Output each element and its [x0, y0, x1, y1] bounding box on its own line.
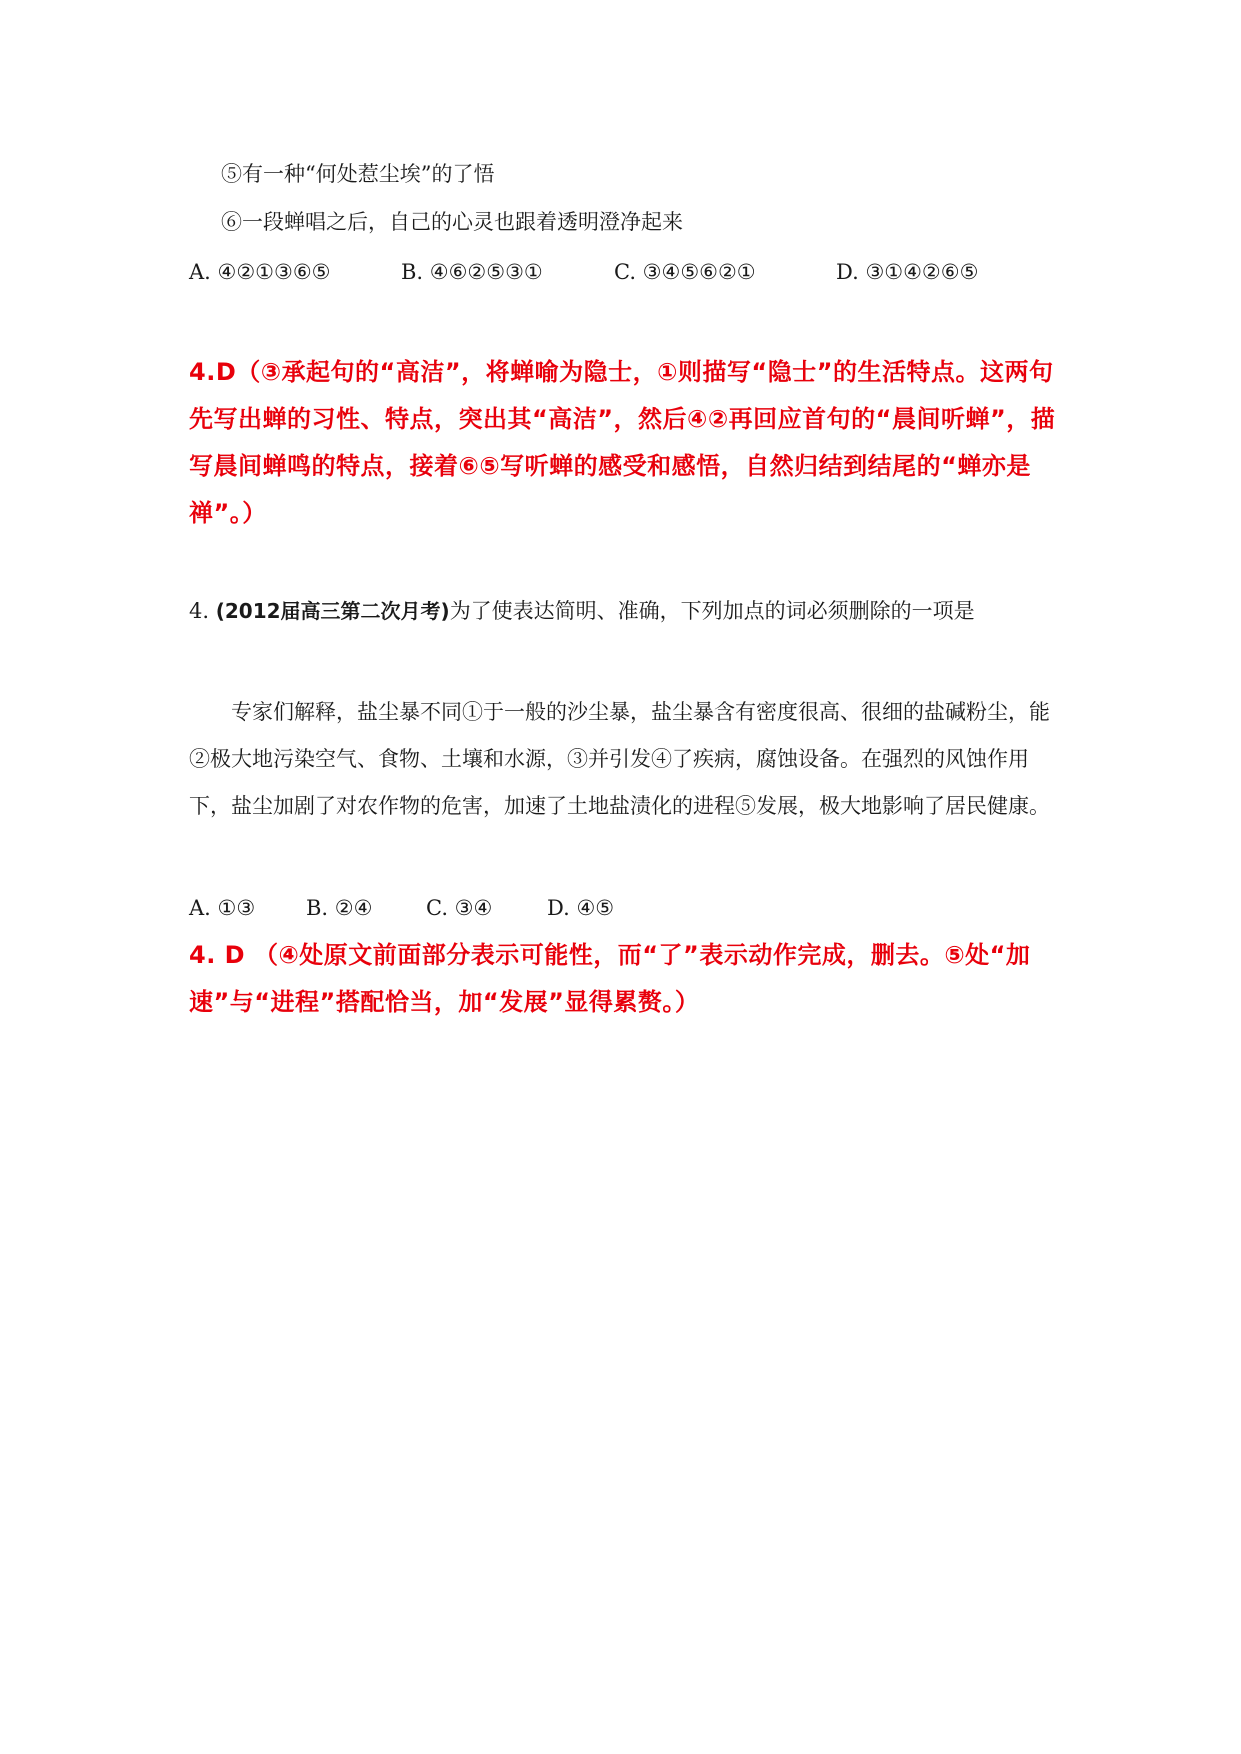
q4-option-c: C. ③④ — [426, 896, 493, 920]
q4-answer-explanation: 4. D （④处原文前面部分表示可能性，而“了”表示动作完成，删去。⑤处“加速”与“进程”搭配恰当，加“发展”显得累赘。） — [189, 941, 1031, 1016]
q4-passage: 专家们解释，盐尘暴不同①于一般的沙尘暴，盐尘暴含有密度很高、很细的盐碱粉尘，能②极大地污染空气、食物、土壤和水源，③并引发④了疾病，腐蚀设备。在强烈的风蚀作用下，盐尘加剧了对农作物的危害，加速了土地盐渍化的进程⑤发展，极大地影响了居民健康。 — [189, 700, 1050, 818]
q4-option-b: B. ②④ — [306, 896, 373, 920]
q3-item-5: ⑤有一种“何处惹尘埃”的了悟 — [221, 162, 495, 186]
q3-option-d: D. ③①④②⑥⑤ — [836, 260, 979, 284]
q3-option-b: B. ④⑥②⑤③① — [401, 260, 543, 284]
q4-stem-text: 为了使表达简明、准确，下列加点的词必须删除的一项是 — [449, 599, 975, 623]
q4-number: 4. — [189, 599, 210, 623]
q3-option-c: C. ③④⑤⑥②① — [614, 260, 756, 284]
q3-answer-explanation: 4.D（③承起句的“高洁”，将蝉喻为隐士，①则描写“隐士”的生活特点。这两句先写出蝉的习性、特点，突出其“高洁”，然后④②再回应首句的“晨间听蝉”，描写晨间蝉鸣的特点，接着⑥⑤写听蝉的感受和感悟，自然归结到结尾的“蝉亦是禅”。） — [189, 358, 1056, 527]
q4-source: (2012届高三第二次月考) — [215, 599, 450, 623]
q3-option-a: A. ④②①③⑥⑤ — [189, 260, 331, 284]
q4-options — [189, 893, 614, 923]
q4-option-a: A. ①③ — [189, 896, 256, 920]
q4-question-stem — [189, 596, 975, 626]
q4-option-d: D. ④⑤ — [547, 896, 615, 920]
q3-item-6: ⑥一段蝉唱之后，自己的心灵也跟着透明澄净起来 — [221, 210, 683, 234]
q3-options — [189, 257, 978, 287]
